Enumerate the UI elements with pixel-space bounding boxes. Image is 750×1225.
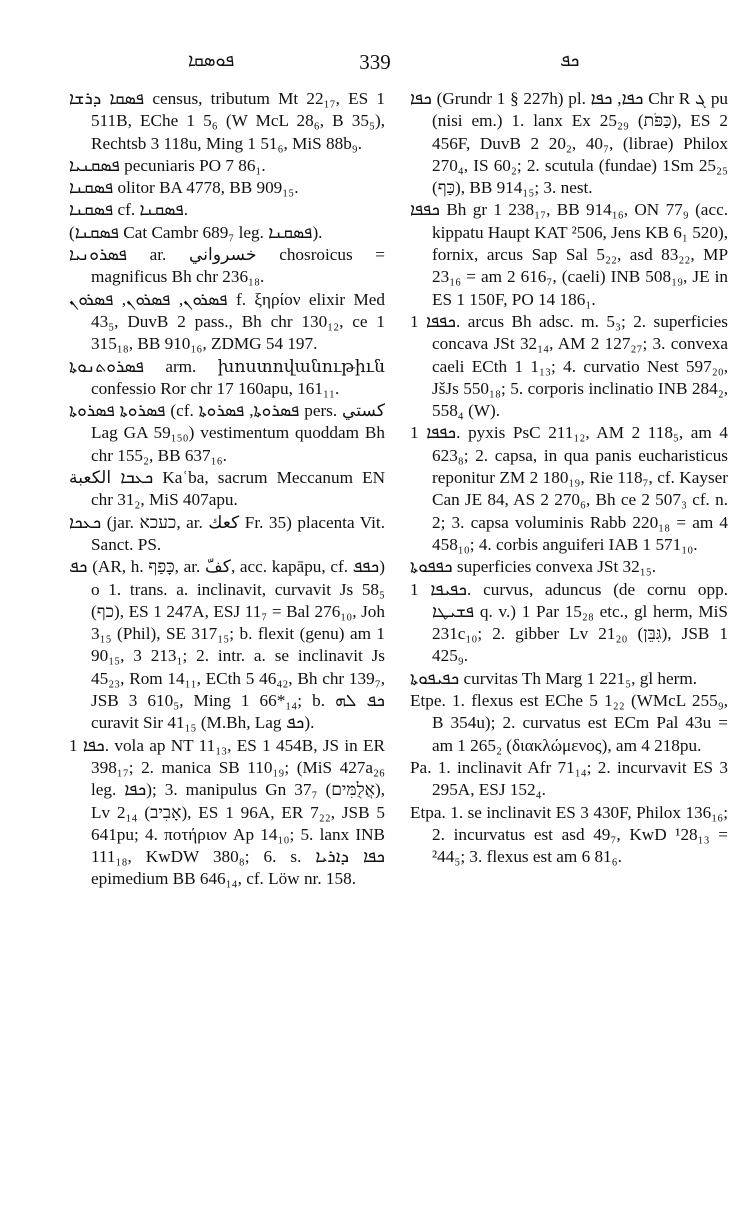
dictionary-entry: ܦܣܪܘܢܝܐ ar. خسرواني chosroicus = magnificus Bh chr 236₁₈. [69,245,385,287]
dictionary-entry: ܦܣܩܢܐ olitor BA 4778, BB 909₁₅. [69,178,299,198]
dictionary-entry: ܦܣܩܐ ܕܪܫܐ census, tributum Mt 22₁₇, ES 1 511B, EChe 1 5₆ (W McL 28₆, B 35₅), Rechtsb 3 118u, Ming 1 51₆, MiS 88b₉. [69,89,386,153]
page-number: 339 [359,50,391,74]
dictionary-entry: Etpa. 1. se inclinavit ES 3 430F, Philox 136₁₆; 2. incurvatus est asd 49₇, KwD ¹28₁₃ = ²44₅; 3. flexus est am 6 81₆. [410,802,728,867]
dictionary-entry: ܟܦܦܐ 1. pyxis PsC 211₁₂, AM 2 118₅, am 4 623₈; 2. capsa, in qua panis eucharisticus reponitur ZM 2 180₁₉, Rie 118₇, cf. Kayser Can JE 84, AS 2 270₆, Bh ce 2 507₃ cf. n. 2; 3. capsa voluminis Rabb 220₁₈ = am 4 458₁₀; 4. corbis anguiferi IAB 1 571₁₀. [410,423,728,554]
dictionary-entry: ܦܣܪܘܬܐ ܦܣܪܘܬܐ (cf. ܦܣܪܘܬܐ, ܦܣܪܘܬܐ pers. كستي Lag GA 59₁₅₀) vestimentum quoddam Bh chr 155₂, BB 637₁₆. [69,401,386,465]
dictionary-entry: ܟܦܐ (Grundr 1 § 227h) pl. ܟܦܐ, ܟܦܐ Chr R ܓ pu (nisi em.) 1. lanx Ex 25₂₉ (כַּפֹּת), ES 2 456F, DuvB 2 20₂, 40₇, (librae) Philox 270₄, IS 60₂; 2. scutula (fundae) 1Sm 25₂₅ (כַּף), BB 914₁₅; 3. nest. [410,89,729,198]
dictionary-entry: ܟܥܟܐ (jar. כעכא, ar. كعك Fr. 35) placenta Vit. Sanct. PS. [69,512,385,554]
dictionary-entry: ܦܣܪܘܬܢܘܬܐ arm. խոստովանութիւն confessio Ror chr 17 160apu, 161₁₁. [69,356,385,398]
dictionary-entry: Etpe. 1. flexus est EChe 5 1₂₂ (WMcL 255₉, B 354u); 2. curvatus est ECm Pal 43u = am 1 265₂ (διακλώμενος), am 4 218pu. [410,691,728,755]
right-running-head: ܟܦ [560,50,580,70]
left-column [69,88,385,891]
dictionary-entry: ܦܣܩܢܐ cf. ܦܣܩܢܐ. [69,200,189,220]
dictionary-entry: ܟܦܝܦܐ 1. curvus, aduncus (de cornu opp. ܦܫܝܛܐ q. v.) 1 Par 15₂₈ etc., gl herm, MiS 231c₁₀; 2. gibber Lv 21₂₀ (גִּבֵּן), JSB 1 425₉. [410,579,728,666]
dictionary-entry: ܦܣܩܢܝܐ pecuniaris PO 7 86₁. [69,155,266,175]
dictionary-entry: ܟܦܦܐ Bh gr 1 238₁₇, BB 914₁₆, ON 77₉ (acc. kippatu Haupt KAT ²506, Jens KB 6₁ 520), fornix, arcus Sap Sal 5₂₂, asd 83₂₂, MP 23₁₆ = am 2 616₇, (caeli) INB 508₁₉, JE in ES 1 150F, PO 14 186₁. [410,200,728,309]
dictionary-entry: ܟܦܦܘܬܐ superficies convexa JSt 32₁₅. [410,557,656,577]
left-running-head: ܦܘܣܩܐ [188,50,235,70]
dictionary-entry: Pa. 1. inclinavit Afr 71₁₄; 2. incurvavit ES 3 295A, ESJ 152₄. [410,757,728,800]
page-header [60,50,690,76]
dictionary-entry: ܟܦܦܐ 1. arcus Bh adsc. m. 5₃; 2. superficies concava JSt 32₁₄, AM 2 127₂₇; 3. convexa caeli ECth 1 1₁₃; 4. curvatio Nest 597₂₀, JšJs 550₁₈; 5. corporis inclinatio INB 284₂, 558₄ (W). [410,311,728,421]
dictionary-entry: ܟܥܒܐ الكعبة Kaʿba, sacrum Meccanum EN chr 31₂, MiS 407apu. [69,468,386,510]
dictionary-entry: ܟܦܝܦܘܬܐ curvitas Th Marg 1 221₅, gl herm. [410,668,698,688]
dictionary-entry: ܦܣܪܘܢ, ܦܣܪܘܢ, ܦܣܪܘܢ f. ξηρίον elixir Med 43₅, DuvB 2 pass., Bh chr 130₁₂, ce 1 315₁₈, BB 910₁₆, ZDMG 54 197. [69,289,386,354]
dictionary-entry: ܟܦ (AR, h. כָּפַף, ar. كفّ, acc. kapāpu, cf. ܟܦܦ) o 1. trans. a. inclinavit, curvavit Js 58₅ (כף), ES 1 247A, ESJ 11₇ = Bal 276₁₀, Joh 3₁₅ (Phil), SE 317₁₅; b. flexit (genu) am 1 90₁₅, 3 213₁; 2. intr. a. se inclinavit Js 45₂₃, Rom 14₁₁, ECth 5 46₄₂, Bh chr 139₇, JSB 3 610₅, Ming 1 66*₁₄; b. ܟܦ ܠܗ curavit Sir 41₁₅ (M.Bh, Lag ܟܦ). [69,557,385,733]
dictionary-entry: (ܦܣܩܢܐ Cat Cambr 689₇ leg. ܦܣܩܢܐ). [69,222,323,242]
right-column [410,88,728,868]
dictionary-entry: ܟܦܐ 1. vola ap NT 11₁₃, ES 1 454B, JS in ER 398₁₇; 2. manica SB 110₁₉; (MiS 427a₂₆ leg. ܟܦܐ); 3. manipulus Gn 37₇ (אֲלֻמִּים), Lv 2₁₄ (אָבִיב), ES 1 96A, ER 7₂₂, JSB 5 641pu; 4. ποτήριον Ap 14₁₀; 5. lanx INB 111₁₈, KwDW 380₈; 6. s. ܟܦܐ ܕܐܪܝܐ epimedium BB 646₁₄, cf. Löw nr. 158. [69,735,386,889]
